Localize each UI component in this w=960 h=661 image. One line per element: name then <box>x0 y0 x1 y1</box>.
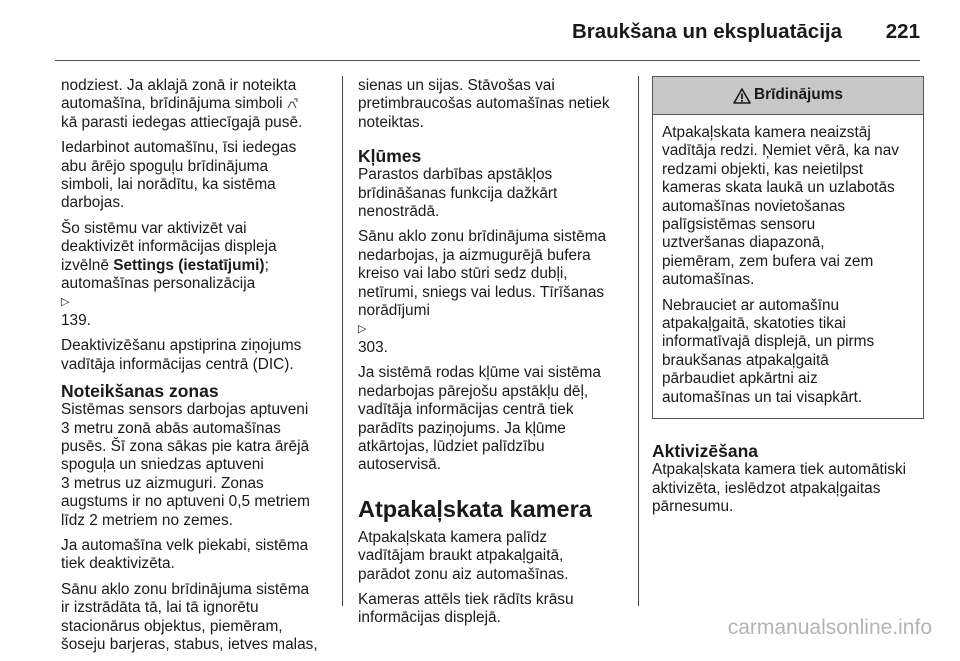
column-divider <box>342 76 343 606</box>
warning-triangle-icon <box>733 88 751 104</box>
paragraph: Sānu aklo zonu brīdinājuma sistēma ir izstrādāta tā, lai tā ignorētu stacionārus objektus, piemēram, šoseju barjeras, stabus, ietves malas, <box>61 580 318 653</box>
blind-spot-warning-icon <box>287 98 298 109</box>
paragraph: Iedarbinot automašīnu, īsi iedegas abu ārējo spoguļu brīdinājuma simboli, lai norādītu, ka sistēma darbojas. <box>61 139 297 212</box>
paragraph: Sistēmas sensors darbojas aptuveni 3 metru zonā abās automašīnas pusēs. Šī zona sākas pie katra ārējā spoguļa un sniedzas aptuveni 3 metrus uz aizmuguri. Zonas augstums ir no aptuveni 0,5 metriem līdz 2 metriem no zemes. <box>61 401 310 529</box>
paragraph: Šo sistēmu var aktivizēt vai deaktivizēt informācijas displeja izvēlnē Settings (iestatījumi); automašīnas personalizācija ▷ 139. <box>61 220 335 330</box>
paragraph: Deaktivizēšanu apstiprina ziņojums vadītāja informācijas centrā (DIC). <box>61 337 302 373</box>
section-heading: Aktivizēšana <box>652 441 759 462</box>
warning-body <box>653 115 923 418</box>
column-middle <box>358 77 628 635</box>
paragraph: Kameras attēls tiek rādīts krāsu informācijas displejā. <box>358 590 574 627</box>
page-title: Braukšana un ekspluatācija <box>571 20 842 43</box>
column-right <box>652 76 924 523</box>
warning-title: Brīdinājums <box>754 86 843 104</box>
paragraph: Atpakaļskata kamera palīdz vadītājam braukt atpakaļgaitā, parādot zonu aiz automašīnas. <box>358 528 569 583</box>
paragraph: Atpakaļskata kamera neaizstāj vadītāja redzi. Ņemiet vērā, ka nav redzami objekti, kas neietilpst kameras skata laukā un uzlabotās automašīnas novietošanas palīgsistēmas sensoru uztveršanas diapazonā, piemēram, zem bufera vai zem automašīnas. <box>662 124 899 289</box>
warning-box <box>652 76 924 419</box>
paragraph: Atpakaļskata kamera tiek automātiski aktivizēta, ieslēdzot atpakaļgaitas pārnesumu. <box>652 461 907 515</box>
page-number: 221 <box>885 20 920 43</box>
page-header <box>0 0 960 62</box>
page-reference-icon: ▷ <box>61 296 70 309</box>
menu-name: Settings (iestatījumi) <box>113 256 265 274</box>
section-heading: Kļūmes <box>358 146 422 167</box>
column-left <box>61 77 335 661</box>
paragraph: Ja automašīna velk piekabi, sistēma tiek deaktivizēta. <box>61 536 309 573</box>
watermark: carmanualsonline.info <box>727 616 932 639</box>
paragraph: sienas un sijas. Stāvošas vai pretimbraucošas automašīnas netiek noteiktas. <box>358 77 610 131</box>
paragraph: Sānu aklo zonu brīdinājuma sistēma nedarbojas, ja aizmugurējā bufera kreiso vai labo stūri sedz dubļi, netīrumi, sniegs vai ledus. Tīrīšanas norādījumi ▷ 303. <box>358 228 628 357</box>
paragraph: Ja sistēmā rodas kļūme vai sistēma nedarbojas pārejošu apstākļu dēļ, vadītāja informācijas centrā tiek parādīts paziņojums. Ja kļūme atkārtojas, lūdziet palīdzību autoservisā. <box>358 364 601 474</box>
paragraph: Parastos darbības apstākļos brīdināšanas funkcija dažkārt nenostrādā. <box>358 166 558 221</box>
chapter-heading: Atpakaļskata kamera <box>358 495 592 522</box>
section-heading: Noteikšanas zonas <box>61 381 219 402</box>
header-divider <box>55 60 920 61</box>
page-reference-icon: ▷ <box>358 323 367 336</box>
paragraph: nodziest. Ja aklajā zonā ir noteikta automašīna, brīdinājuma simboli kā parasti iedegas attiecīgajā pusē. <box>61 77 303 131</box>
paragraph: Nebrauciet ar automašīnu atpakaļgaitā, skatoties tikai informatīvajā displejā, un pirms braukšanas atpakaļgaitā pārbaudiet apkārtni aiz automašīnas un tai visapkārt. <box>662 296 875 406</box>
warning-header <box>653 77 923 115</box>
column-divider <box>638 76 639 606</box>
